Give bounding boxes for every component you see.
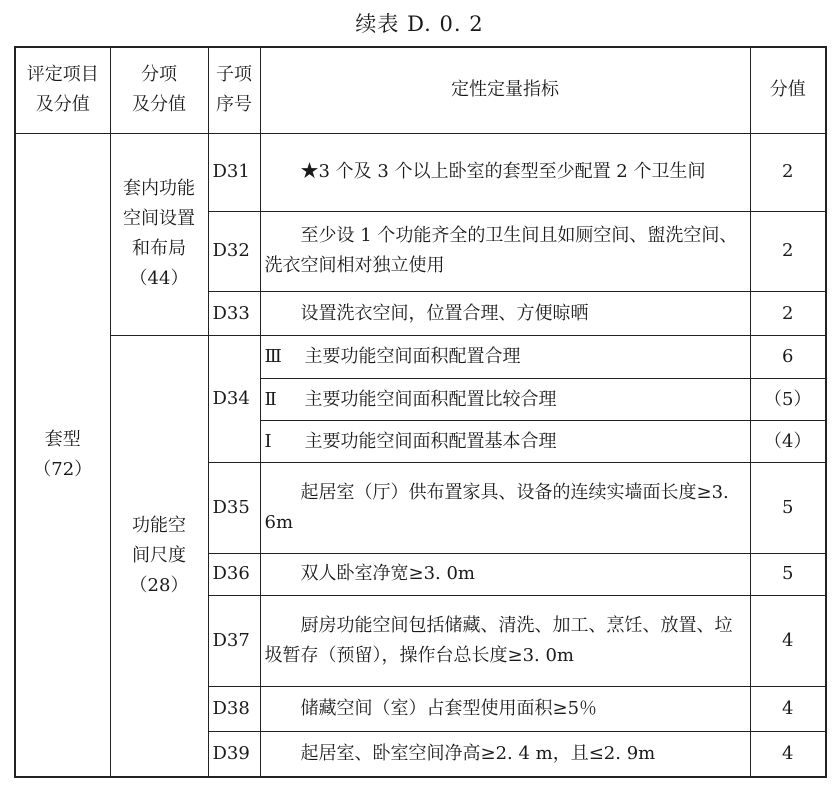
row-indicator: 双人卧室净宽≥3. 0m [260, 553, 750, 595]
row-code: D33 [208, 291, 260, 335]
tier-score: 6 [750, 336, 826, 379]
table-row [15, 336, 826, 379]
item-name: 套型 [44, 428, 81, 450]
group-cell: 功能空 间尺度 （28） [110, 336, 208, 777]
row-code: D32 [208, 211, 260, 291]
row-score: 2 [750, 211, 826, 291]
row-score: 2 [750, 291, 826, 335]
row-score: 4 [750, 595, 826, 686]
item-cell [15, 133, 110, 777]
row-code: D31 [208, 133, 260, 211]
row-code: D38 [208, 687, 260, 732]
tier-indicator: Ⅰ 主要功能空间面积配置基本合理 [260, 421, 750, 463]
row-indicator: 至少设 1 个功能齐全的卫生间且如厕空间、盥洗空间、洗衣空间相对独立使用 [260, 211, 750, 291]
table-row [15, 133, 826, 211]
row-code: D39 [208, 732, 260, 777]
header-subitem: 分项 及分值 [110, 47, 208, 133]
evaluation-table [14, 46, 827, 778]
row-indicator: 设置洗衣空间，位置合理、方便晾晒 [260, 291, 750, 335]
tier-indicator: Ⅲ 主要功能空间面积配置合理 [260, 336, 750, 379]
table-caption: 续表 D. 0. 2 [355, 12, 484, 36]
tier-score: （5） [750, 379, 826, 421]
row-indicator: 起居室、卧室空间净高≥2. 4 m，且≤2. 9m [260, 732, 750, 777]
tier-grade: Ⅰ [264, 430, 272, 452]
header-score: 分值 [750, 47, 826, 133]
tier-grade: Ⅱ [264, 388, 277, 410]
row-score: 5 [750, 553, 826, 595]
header-indicator: 定性定量指标 [260, 47, 750, 133]
row-indicator: 储藏空间（室）占套型使用面积≥5％ [260, 687, 750, 732]
tier-indicator: Ⅱ 主要功能空间面积配置比较合理 [260, 379, 750, 421]
item-score: （72） [33, 458, 93, 480]
row-code: D34 [208, 336, 260, 463]
row-indicator: 厨房功能空间包括储藏、清洗、加工、烹饪、放置、垃圾暂存（预留），操作台总长度≥3. 0m [260, 595, 750, 686]
tier-grade: Ⅲ [264, 346, 282, 368]
row-score: 4 [750, 732, 826, 777]
row-code: D37 [208, 595, 260, 686]
row-code: D36 [208, 553, 260, 595]
header-row [15, 47, 826, 133]
row-indicator: ★3 个及 3 个以上卧室的套型至少配置 2 个卫生间 [260, 133, 750, 211]
header-code: 子项 序号 [208, 47, 260, 133]
row-score: 2 [750, 133, 826, 211]
row-code: D35 [208, 463, 260, 553]
tier-score: （4） [750, 421, 826, 463]
row-indicator: 起居室（厅）供布置家具、设备的连续实墙面长度≥3. 6m [260, 463, 750, 553]
row-score: 5 [750, 463, 826, 553]
row-score: 4 [750, 687, 826, 732]
group-cell: 套内功能 空间设置 和布局 （44） [110, 133, 208, 336]
header-item: 评定项目 及分值 [15, 47, 110, 133]
